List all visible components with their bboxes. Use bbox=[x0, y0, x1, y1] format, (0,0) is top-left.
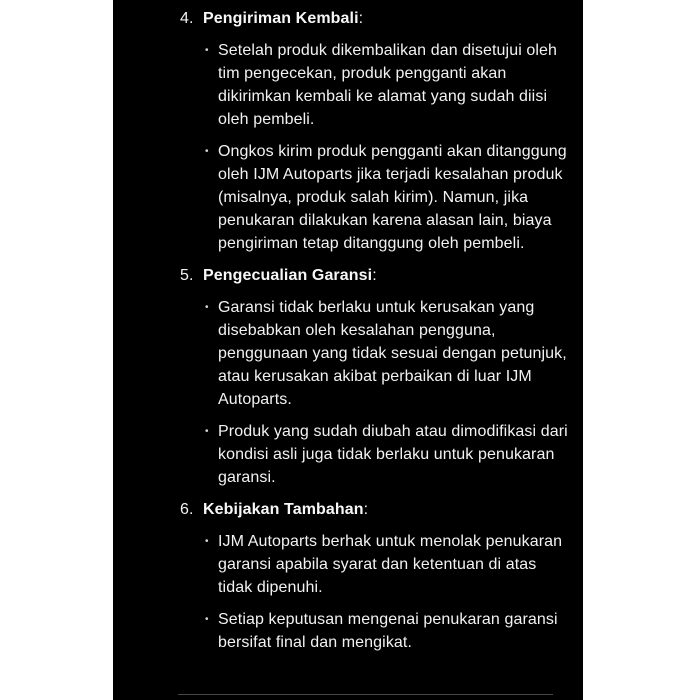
bullet-icon: • bbox=[205, 302, 209, 313]
policy-document-panel bbox=[113, 0, 583, 700]
policy-section bbox=[180, 264, 572, 489]
section-title: Pengecualian Garansi bbox=[203, 267, 373, 284]
policy-content bbox=[180, 7, 572, 663]
bullet-icon: • bbox=[205, 536, 209, 547]
bullet-item bbox=[205, 608, 572, 654]
section-title-colon: : bbox=[363, 501, 369, 518]
bullet-text: Setiap keputusan mengenai penukaran garansi bersifat final dan mengikat. bbox=[218, 611, 558, 651]
policy-section-list bbox=[180, 7, 572, 654]
bullet-item bbox=[205, 530, 572, 599]
policy-section bbox=[180, 498, 572, 654]
section-heading bbox=[180, 264, 572, 287]
section-number: 5. bbox=[180, 267, 194, 284]
section-title-colon: : bbox=[358, 10, 364, 27]
section-bullet-list bbox=[180, 530, 572, 654]
section-title-colon: : bbox=[372, 267, 377, 284]
bullet-item bbox=[205, 39, 572, 131]
section-title: Kebijakan Tambahan bbox=[203, 501, 364, 518]
bullet-icon: • bbox=[205, 426, 209, 437]
section-heading bbox=[180, 498, 572, 521]
section-bullet-list bbox=[180, 296, 572, 489]
policy-section bbox=[180, 7, 572, 255]
bullet-item bbox=[205, 296, 572, 411]
section-heading bbox=[180, 7, 572, 30]
section-number: 6. bbox=[180, 501, 194, 518]
section-title: Pengiriman Kembali bbox=[203, 10, 359, 27]
section-divider bbox=[178, 694, 553, 695]
bullet-icon: • bbox=[205, 45, 209, 56]
bullet-icon: • bbox=[205, 146, 209, 157]
section-bullet-list bbox=[180, 39, 572, 255]
bullet-item bbox=[205, 140, 572, 255]
bullet-text: Ongkos kirim produk pengganti akan ditanggung oleh IJM Autoparts jika terjadi kesalahan produk (misalnya, produk salah kirim). Namun, jika penukaran dilakukan karena alasan lain, biaya pengiriman tetap ditanggung oleh pembeli. bbox=[218, 143, 567, 252]
section-title-wrap bbox=[203, 264, 377, 287]
section-title-wrap bbox=[203, 7, 363, 30]
bullet-text: IJM Autoparts berhak untuk menolak penukaran garansi apabila syarat dan ketentuan di atas tidak dipenuhi. bbox=[218, 533, 563, 596]
bullet-text: Setelah produk dikembalikan dan disetujui oleh tim pengecekan, produk pengganti akan dikirimkan kembali ke alamat yang sudah diisi oleh pembeli. bbox=[218, 42, 558, 128]
bullet-text: Garansi tidak berlaku untuk kerusakan yang disebabkan oleh kesalahan pengguna, penggunaan yang tidak sesuai dengan petunjuk, atau kerusakan akibat perbaikan di luar IJM Autoparts. bbox=[218, 299, 567, 408]
bullet-item bbox=[205, 420, 572, 489]
bullet-text: Produk yang sudah diubah atau dimodifikasi dari kondisi asli juga tidak berlaku untuk penukaran garansi. bbox=[218, 423, 568, 486]
section-title-wrap bbox=[203, 498, 368, 521]
bullet-icon: • bbox=[205, 614, 209, 625]
section-number: 4. bbox=[180, 10, 194, 27]
